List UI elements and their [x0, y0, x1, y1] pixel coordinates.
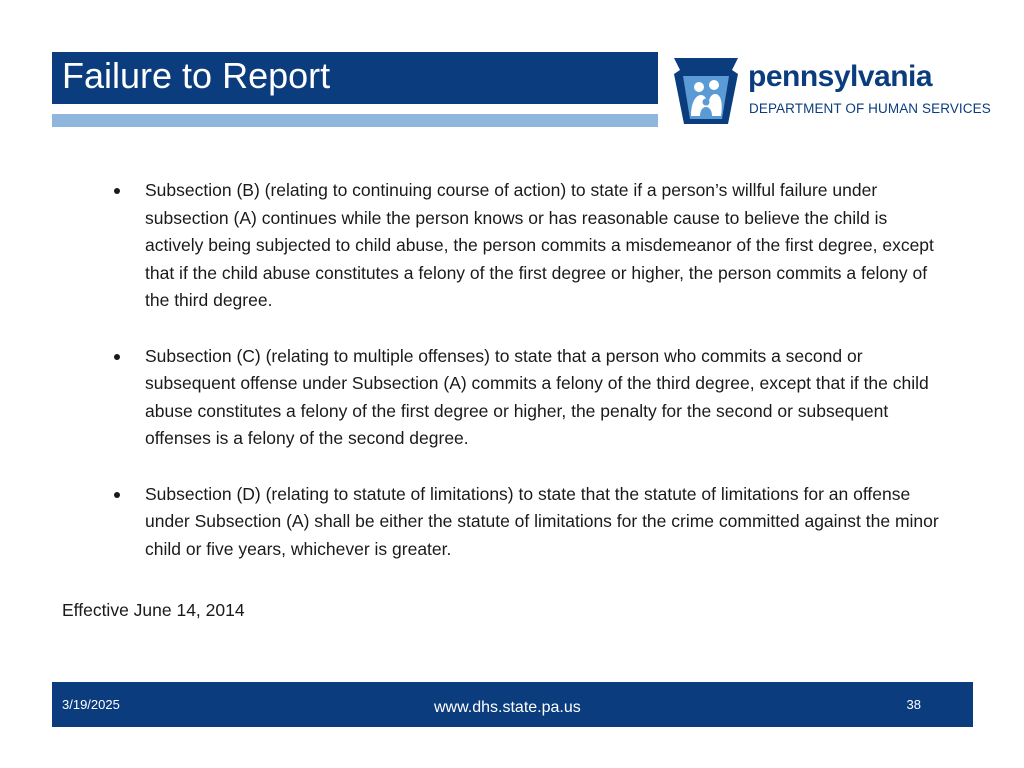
logo-department: DEPARTMENT OF HUMAN SERVICES [749, 101, 991, 116]
keystone-family-icon [670, 56, 742, 126]
footer-url: www.dhs.state.pa.us [434, 699, 581, 716]
list-item [110, 481, 950, 564]
footer-date: 3/19/2025 [62, 697, 120, 712]
title-accent-bar [52, 114, 658, 127]
slide-number: 38 [906, 697, 921, 712]
footer-bar [52, 682, 973, 727]
bullet-text: Subsection (D) (relating to statute of limitations) to state that the statute of limitations for an offense under Subsection (A) shall be either the statute of limitations for the crime committed against the minor child or five years, whichever is greater. [145, 483, 939, 559]
pa-dhs-logo [670, 56, 1010, 126]
bullet-text: Subsection (B) (relating to continuing course of action) to state if a person’s willful failure under subsection (A) continues while the person knows or has reasonable cause to believe the child is actively being subjected to child abuse, the person commits a misdemeanor of the first degree, except that if the child abuse constitutes a felony of the first degree or higher, the person commits a felony of the third degree. [145, 180, 934, 311]
bullet-dot-icon [114, 354, 120, 360]
title-bar [52, 52, 658, 104]
effective-date: Effective June 14, 2014 [62, 600, 245, 620]
bullet-text: Subsection (C) (relating to multiple offenses) to state that a person who commits a second or subsequent offense under Subsection (A) commits a felony of the third degree, except that if the child abuse constitutes a felony of the first degree or higher, the penalty for the second or subsequent offenses is a felony of the second degree. [145, 345, 929, 449]
list-item [110, 177, 950, 315]
bullet-dot-icon [114, 492, 120, 498]
bullet-dot-icon [114, 188, 120, 194]
logo-wordmark: pennsylvania [748, 60, 933, 93]
bullet-list [110, 177, 950, 591]
page-title: Failure to Report [62, 55, 331, 96]
list-item [110, 343, 950, 453]
